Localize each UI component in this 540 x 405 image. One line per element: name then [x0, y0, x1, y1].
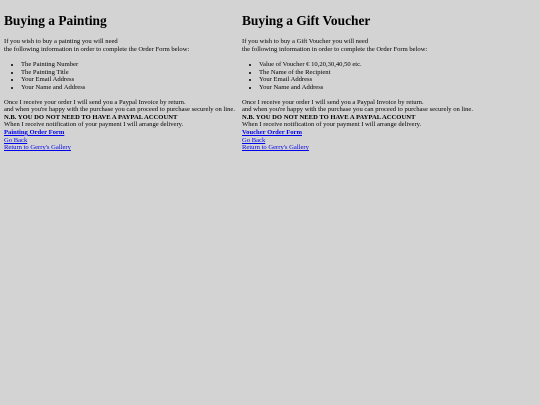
list-item: • Value of Voucher € 10,20,30,40,50 etc. — [259, 61, 480, 69]
voucher-order-form-link[interactable]: Voucher Order Form — [242, 128, 302, 136]
painting-section — [4, 0, 242, 405]
voucher-section — [242, 0, 480, 405]
list-item: • Your Email Address — [259, 76, 480, 84]
painting-order-info — [4, 99, 242, 129]
painting-paypal-warning: N.B. YOU DO NOT NEED TO HAVE A PAYPAL ACCOUNT — [4, 113, 178, 121]
painting-intro-line2: the following information in order to complete the Order Form below: — [4, 45, 190, 53]
voucher-after-line3: When I receive notification of your payment I will arrange delivery. — [242, 121, 422, 129]
painting-after-line2: and when you're happy with the purchase you can proceed to purchase securely on line. — [4, 106, 235, 114]
voucher-gallery-link[interactable]: Return to Gerry's Gallery — [242, 144, 309, 152]
voucher-after-line1: Once I receive your order I will send you a Paypal Invoice by return. — [242, 98, 424, 106]
voucher-intro — [242, 38, 480, 53]
list-item: • Your Name and Address — [259, 84, 480, 92]
list-item: • Your Name and Address — [21, 84, 242, 92]
voucher-go-back-link[interactable]: Go Back — [242, 136, 266, 144]
painting-after-line3: When I receive notification of your payment I will arrange delivery. — [4, 121, 184, 129]
painting-after-line1: Once I receive your order I will send you a Paypal Invoice by return. — [4, 98, 186, 106]
list-item: • The Painting Title — [21, 69, 242, 77]
voucher-intro-line2: the following information in order to complete the Order Form below: — [242, 45, 428, 53]
voucher-paypal-warning: N.B. YOU DO NOT NEED TO HAVE A PAYPAL ACCOUNT — [242, 113, 416, 121]
list-item: • The Painting Number — [21, 61, 242, 69]
painting-title: Buying a Painting — [4, 13, 107, 28]
voucher-intro-line1: If you wish to buy a Gift Voucher you will need — [242, 38, 369, 45]
painting-order-form-link[interactable]: Painting Order Form — [4, 128, 65, 136]
voucher-title: Buying a Gift Voucher — [242, 13, 371, 28]
painting-requirements-list — [4, 61, 242, 91]
list-item: • The Name of the Recipient — [259, 69, 480, 77]
painting-intro — [4, 38, 242, 53]
painting-intro-line1: If you wish to buy a painting you will need — [4, 38, 118, 45]
list-item: • Your Email Address — [21, 76, 242, 84]
painting-gallery-link[interactable]: Return to Gerry's Gallery — [4, 144, 71, 152]
voucher-order-info — [242, 99, 480, 129]
voucher-after-line2: and when you're happy with the purchase you can proceed to purchase securely on line. — [242, 106, 473, 114]
painting-go-back-link[interactable]: Go Back — [4, 136, 28, 144]
voucher-requirements-list — [242, 61, 480, 91]
